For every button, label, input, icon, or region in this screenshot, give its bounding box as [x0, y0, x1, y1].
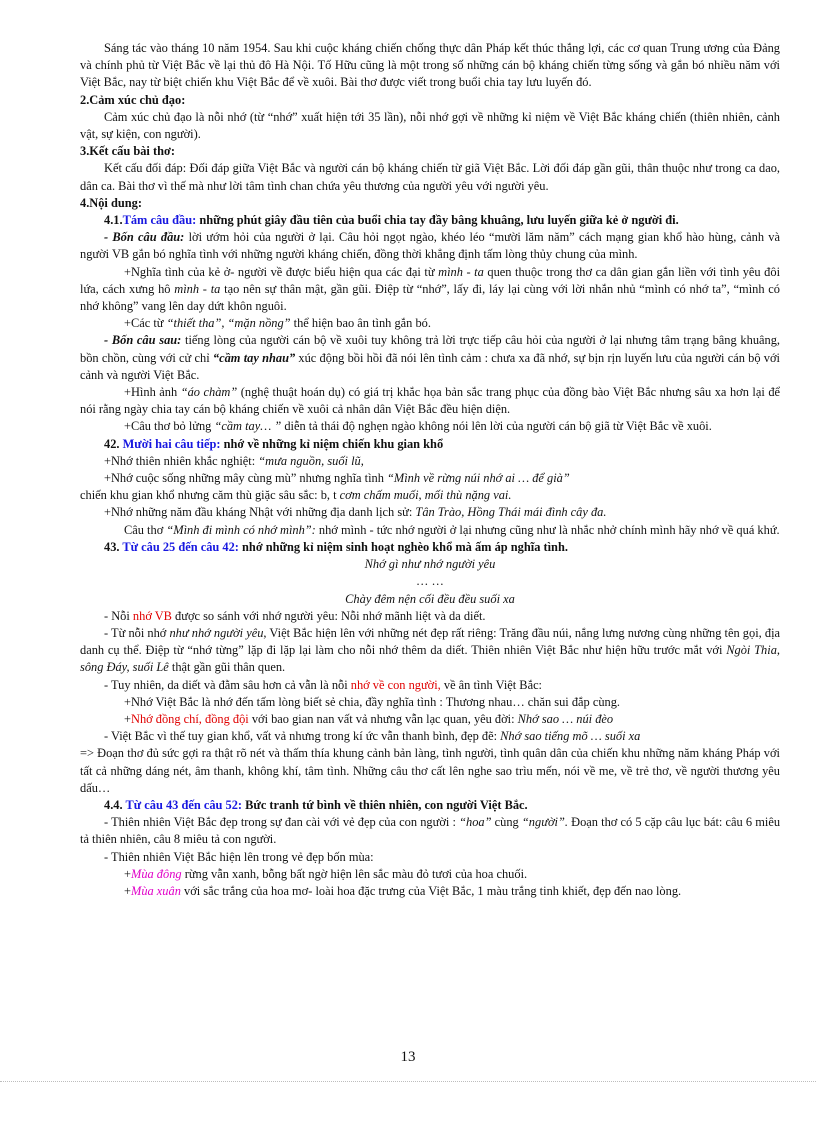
text-run: Từ câu 43 đến câu 52:: [125, 797, 243, 812]
text-run: rừng vẫn xanh, bỗng bất ngờ hiện lên sắc màu đỏ tươi của hoa chuối.: [181, 866, 528, 881]
page-content: [80, 40, 780, 900]
text-run: - Việt Bắc vì thế tuy gian khổ, vất vả nhưng trong kí ức vẫn thanh bình, đẹp đẽ:: [104, 729, 501, 744]
section-43-l5: [80, 711, 780, 728]
section-2-text: Cảm xúc chủ đạo là nỗi nhớ (từ “nhớ” xuất hiện tới 35 lần), nỗi nhớ gợi về những kỉ niệm về Việt Bắc kháng chiến (thiên nhiên, cảnh vật, sự kiện, con người).: [80, 109, 780, 142]
text-run: mình - ta: [438, 264, 484, 279]
text-run: “hoa”: [459, 815, 492, 830]
text-run: thể hiện bao ân tình gắn bó.: [290, 316, 431, 331]
text-run: Mùa xuân: [131, 883, 181, 898]
text-run: với sắc trắng của hoa mơ- loài hoa đặc trưng của Việt Bắc, 1 màu trắng tinh khiết, đẹp đến nao lòng.: [180, 883, 682, 898]
text-run: Tân Trào, Hồng Thái mái đình cây đa.: [415, 505, 607, 520]
section-3-heading: 3.Kết cấu bài thơ:: [80, 144, 175, 159]
text-run: Nhớ sao tiếng mõ … suối xa: [500, 729, 641, 744]
text-run: được so sánh với nhớ người yêu: Nỗi nhớ mãnh liệt và da diết.: [171, 608, 486, 623]
text-run: nhớ về những kỉ niệm chiến khu gian khổ: [220, 436, 444, 451]
text-run: “cầm tay… ”: [214, 419, 282, 434]
text-run: “Mình đi mình có nhớ mình”:: [166, 522, 316, 537]
section-2-heading: 2.Cảm xúc chủ đạo:: [80, 92, 186, 107]
poem-line-1: Nhớ gì như nhớ người yêu: [364, 557, 496, 572]
text-run: - Tuy nhiên, da diết và đằm sâu hơn cả vẫn là nỗi: [104, 677, 351, 692]
text-run: nhớ mình - tức nhớ người ở lại nhưng cũng như là nhắc nhở chính mình hãy nhớ về quá khứ.: [315, 522, 780, 537]
page-number: 13: [400, 1049, 416, 1065]
text-run: “Mình về rừng núi nhớ ai … để già”: [387, 471, 570, 486]
section-42-l4: [80, 504, 780, 521]
section-44-l4: [80, 883, 780, 900]
section-3-text: Kết cấu đối đáp: Đối đáp giữa Việt Bắc và người cán bộ kháng chiến từ giã Việt Bắc. Lời đối đáp gần gũi, thân thuộc như trong ca dao, dân ca. Bài thơ vì thế mà như lời tâm tình chan chứa yêu thương của người yêu với người yêu.: [80, 161, 780, 193]
text-run: cơm chấm muối, mối thù nặng vai.: [339, 488, 512, 503]
section-41-p6: [80, 418, 780, 435]
text-run: +Nhớ cuộc sống những mây cùng mù” nhưng nghĩa tình: [104, 471, 388, 486]
text-run: thật gần gũi thân quen.: [168, 660, 286, 675]
section-41-heading: [80, 212, 780, 229]
text-run: chiến khu gian khổ nhưng căm thù giặc sâu sắc: b, t: [80, 488, 340, 503]
section-43-l3: [80, 677, 780, 694]
poem-ellipsis: … …: [416, 574, 444, 589]
text-run: +Nhớ thiên nhiên khắc nghiệt:: [104, 453, 259, 468]
text-run: Mười hai câu tiếp:: [122, 436, 221, 451]
text-run: +Các từ: [124, 316, 167, 331]
section-43-l1: [80, 608, 780, 625]
intro-text: Sáng tác vào tháng 10 năm 1954. Sau khi cuộc kháng chiến chống thực dân Pháp kết thúc thắng lợi, các cơ quan Trung ương của Đảng và chính phủ từ Việt Bắc về lại thủ đô Hà Nội. Tố Hữu cũng là một trong số những cán bộ kháng chiến từng sống và gắn bó nhiều năm với Việt Bắc, nay từ biệt chiến khu Việt Bắc để về xuôi. Bài thơ được viết trong buổi chia tay lưu luyến đó.: [80, 41, 780, 90]
text-run: - Bốn câu sau:: [104, 333, 182, 348]
text-run: Bức tranh tứ bình về thiên nhiên, con người Việt Bắc.: [242, 797, 528, 812]
section-41-p4: [80, 332, 780, 384]
text-run: , Việt Bắc hiện lên với những nét đẹp rất riêng: Trăng đầu núi, nắng lưng nương cùng những tên gọi, địa danh cụ thể. Điệp từ “nhớ từng” lặp đi lặp lại làm cho nỗi nhớ thêm da diết. Thiên nhiên Việt Bắc như hiện hữu trước mắt với: [80, 625, 781, 658]
section-41-p5: [80, 384, 780, 418]
text-run: nhớ những kỉ niệm sinh hoạt nghèo khổ mà ấm áp nghĩa tình.: [238, 539, 568, 554]
text-run: nhớ về con người,: [350, 677, 441, 692]
text-run: “áo chàm”: [180, 385, 238, 400]
text-run: tạo nên sự thân mật, gần gũi. Điệp từ “nhớ”, lấy đi, láy lại cùng với lời nhắn nhủ “mình có nhớ ta”, “mình có nhớ không” vang lên day dứt khôn nguôi.: [80, 281, 780, 314]
text-run: 42.: [104, 436, 123, 451]
section-43-l7: => Đoạn thơ đủ sức gợi ra thật rõ nét và thấm thía khung cảnh bản làng, tình người, tình quân dân của chiến khu những năm kháng Pháp với tất cả những dáng nét, âm thanh, không khí, tâm tình. Những câu thơ cất lên nghe sao trìu mến, nói về me, về trẻ thơ, về người thương yêu dấu…: [80, 746, 780, 795]
text-run: Ngòi Thia, sông Đáy, suối Lê: [80, 643, 780, 675]
section-41-p1: [80, 229, 780, 263]
text-run: về ân tình Việt Bắc:: [440, 677, 543, 692]
section-41-title: những phút giây đầu tiên của buổi chia tay đầy bâng khuâng, lưu luyến giữa kẻ ở người đi.: [196, 213, 679, 228]
section-43-l6: [80, 728, 780, 745]
text-run: tiếng lòng của người cán bộ về xuôi tuy không trả lời trực tiếp câu hỏi của người ở lại nhưng tâm trạng bâng khuâng, bồn chồn, cùng với cử chỉ: [80, 333, 781, 365]
text-run: +Nghĩa tình của kẻ ở- người về được biểu hiện qua các đại từ: [124, 264, 439, 279]
text-run: “thiết tha”, “mặn nồng”: [166, 316, 291, 331]
text-run: với bao gian nan vất vả nhưng vẫn lạc quan, yêu đời:: [248, 711, 518, 726]
section-41-p2: [80, 264, 780, 316]
section-41-p1-text: lời ướm hỏi của người ở lại. Câu hỏi ngọt ngào, khéo léo “mười lăm năm” cách mạng gian khổ hào hùng, cảnh và người VB gắn bó nghĩa tình với những người kháng chiến, đồng thời khẳng định tấm lòng thủy chung của mình.: [80, 230, 780, 262]
text-run: như nhớ người yêu: [169, 625, 264, 640]
text-run: Nhớ sao … núi đèo: [517, 711, 614, 726]
text-run: mình - ta: [174, 281, 221, 296]
section-43-heading: [80, 539, 780, 556]
section-42-l1: [80, 453, 780, 470]
section-41-number: 4.1.: [104, 213, 123, 228]
text-run: nhớ VB: [132, 608, 172, 623]
text-run: - Thiên nhiên Việt Bắc đẹp trong sự đan cài với vẻ đẹp của con người :: [104, 815, 460, 830]
text-run: “người”.: [521, 815, 568, 830]
intro-paragraph: [80, 40, 780, 92]
text-run: +: [124, 866, 131, 881]
text-run: Nhớ đồng chí, đồng đội: [131, 711, 249, 726]
text-run: (nghệ thuật hoán dụ) có giá trị khắc họa bản sắc trang phục của đồng bào Việt Bắc nhưng sâu xa hơn lại để nói rằng ngày chia tay cán bộ kháng chiến về xuôi cả nhân dân Việt Bắc đều hiện diện.: [80, 385, 781, 417]
section-44-l1: [80, 814, 780, 848]
section-41-p1-label: - Bốn câu đầu:: [104, 230, 185, 245]
section-42-l5: [80, 522, 780, 539]
text-run: +Câu thơ bỏ lửng: [124, 419, 215, 434]
text-run: Mùa đông: [131, 866, 182, 881]
text-run: +Nhớ những năm đầu kháng Nhật với những địa danh lịch sử:: [104, 505, 416, 520]
section-42-heading: [80, 436, 780, 453]
text-run: +: [124, 711, 131, 726]
text-run: diễn tả thái độ nghẹn ngào không nói lên lời của người cán bộ giã từ Việt Bắc về xuôi.: [281, 419, 712, 434]
text-run: quen thuộc trong thơ ca dân gian gắn liền với tình yêu đôi lứa, cách xưng hô: [80, 264, 781, 296]
section-44-l2: - Thiên nhiên Việt Bắc hiện lên trong vẻ đẹp bốn mùa:: [104, 849, 374, 864]
section-43-l2: [80, 625, 780, 677]
text-run: - Nỗi: [104, 608, 133, 623]
text-run: cùng: [491, 815, 522, 830]
poem-line-2: Chày đêm nện cối đều đều suối xa: [345, 591, 515, 606]
text-run: Câu thơ: [124, 522, 167, 537]
section-44-heading: [80, 797, 780, 814]
section-4-heading: 4.Nội dung:: [80, 195, 142, 210]
section-42-l2: [80, 470, 780, 487]
section-41-p3: [80, 315, 780, 332]
text-run: - Từ nỗi nhớ: [104, 625, 170, 640]
section-41-label: Tám câu đầu:: [122, 213, 197, 228]
section-43-l4: +Nhớ Việt Bắc là nhớ đến tấm lòng biết sẻ chia, đầy nghĩa tình : Thương nhau… chăn sui đắp cùng.: [124, 694, 621, 709]
text-run: “cầm tay nhau”: [212, 350, 296, 365]
text-run: +Hình ảnh: [124, 385, 181, 400]
text-run: Đoạn thơ có 5 cặp câu lục bát: câu 6 miêu tả thiên nhiên, câu 8 miêu tả con người.: [80, 815, 781, 847]
page-footer-divider: [0, 1081, 816, 1082]
text-run: 43.: [104, 539, 123, 554]
text-run: +: [124, 883, 131, 898]
text-run: Từ câu 25 đến câu 42:: [122, 539, 239, 554]
text-run: “mưa nguồn, suối lũ,: [258, 453, 364, 468]
section-42-l3: [80, 487, 780, 504]
text-run: 4.4.: [104, 797, 126, 812]
text-run: xúc động bồi hồi đã nói lên tình cảm : chưa xa đã nhớ, sự bịn rịn luyến lưu của người cán bộ với cảnh và người Việt Bắc.: [80, 350, 780, 382]
section-44-l3: [80, 866, 780, 883]
